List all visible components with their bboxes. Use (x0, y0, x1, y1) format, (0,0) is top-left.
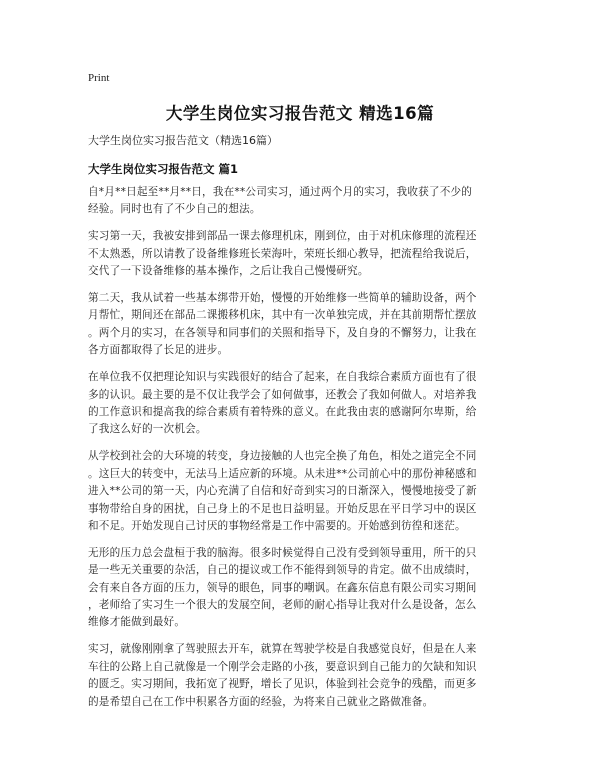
print-label[interactable]: Print (88, 72, 110, 84)
paragraph-line: 在单位我不仅把理论知识与实践很好的结合了起来，在自我综合素质方面也有了很 (88, 371, 477, 384)
paragraph-line: 。两个月的实习，在各领导和同事们的关照和指导下，及自身的不懈努力，让我在 (88, 326, 477, 339)
paragraph-line: 不太熟悉，所以请教了设备维修班长荣海叶，荣班长细心教导，把流程给我说后， (88, 247, 477, 260)
document-title: 大学生岗位实习报告范文 精选16篇 (165, 104, 435, 123)
document-body (88, 184, 518, 720)
paragraph-line: 多的认识。最主要的是不仅让我学会了如何做事，还教会了我如何做人。对培养我 (88, 388, 477, 401)
paragraph-line: 的匮乏。实习期间，我拓宽了视野，增长了见识，体验到社会竞争的残酷，而更多 (88, 678, 477, 691)
paragraph-line: 自*月**日起至**月**日，我在**公司实习，通过两个月的实习，我收获了不少的 (88, 186, 473, 198)
paragraph (88, 369, 518, 439)
paragraph (88, 641, 518, 711)
paragraph (88, 290, 518, 360)
paragraph-line: 各方面都取得了长足的进步。 (88, 344, 229, 357)
paragraph-line: 经验。同时也有了不少自己的想法。 (88, 203, 261, 216)
paragraph-line: 的工作意识和提高我的综合素质有着特殊的意义。在此我由衷的感谢阿尔卑斯，给 (88, 405, 477, 418)
paragraph-line: 车往的公路上自己就像是一个刚学会走路的小孩，要意识到自己能力的欠缺和知识 (88, 660, 477, 673)
paragraph-line: 的是希望自己在工作中积累各方面的经验，为将来自己就业之路做准备。 (88, 695, 434, 708)
paragraph-line: 进入**公司的第一天，内心充满了自信和好奇到实习的日渐深入，慢慢地接受了新 (88, 485, 477, 498)
section-heading: 大学生岗位实习报告范文 篇1 (88, 162, 239, 176)
paragraph-line: 。这巨大的转变中，无法马上适应新的环境。从未进**公司前心中的那份神秘感和 (88, 467, 477, 480)
paragraph-line: 从学校到社会的大环境的转变，身边接触的人也完全换了角色，相处之道完全不同 (88, 450, 477, 463)
paragraph (88, 448, 518, 535)
paragraph-line: 第二天，我从试着一些基本绑带开始，慢慢的开始维修一些简单的辅助设备，两个 (88, 292, 477, 305)
paragraph-line: 实习第一天，我被安排到部品一课去修理机床，刚到位，由于对机床修理的流程还 (88, 230, 477, 243)
paragraph (88, 545, 518, 632)
paragraph-line: 了我这么好的一次机会。 (88, 423, 207, 436)
paragraph-line: 和不足。开始发现自己讨厌的事物经常是工作中需要的。开始感到彷徨和迷茫。 (88, 519, 466, 532)
paragraph-line: 会有来自各方面的压力，领导的眼色，同事的嘲讽。在鑫东信息有限公司实习期间 (88, 581, 477, 594)
paragraph-line: 无形的压力总会盘桓于我的脑海。很多时候觉得自己没有受到领导重用，所干的只 (88, 546, 477, 559)
paragraph-line: 是一些无关重要的杂活，自己的提议或工作不能得到领导的肯定。做不出成绩时， (88, 564, 477, 577)
paragraph-line: 月帮忙，期间还在部品二课搬移机床，其中有一次单独完成，并在其前期帮忙摆放 (88, 309, 477, 322)
paragraph-line: 实习，就像刚刚拿了驾驶照去开车，就算在驾驶学校是自我感觉良好，但是在人来 (88, 643, 477, 656)
paragraph-line: 维修才能做到最好。 (88, 616, 186, 629)
paragraph-line: ，老师给了实习生一个很大的发展空间，老师的耐心指导让我对什么是设备，怎么 (88, 599, 477, 612)
paragraph-line: 事物带给自身的困扰，自己身上的不足也日益明显。开始反思在平日学习中的误区 (88, 502, 477, 515)
paragraph (88, 184, 518, 219)
paragraph-line: 交代了一下设备维修的基本操作，之后让我自己慢慢研究。 (88, 265, 369, 278)
paragraph (88, 228, 518, 280)
document-subtitle: 大学生岗位实习报告范文（精选16篇） (88, 134, 278, 147)
